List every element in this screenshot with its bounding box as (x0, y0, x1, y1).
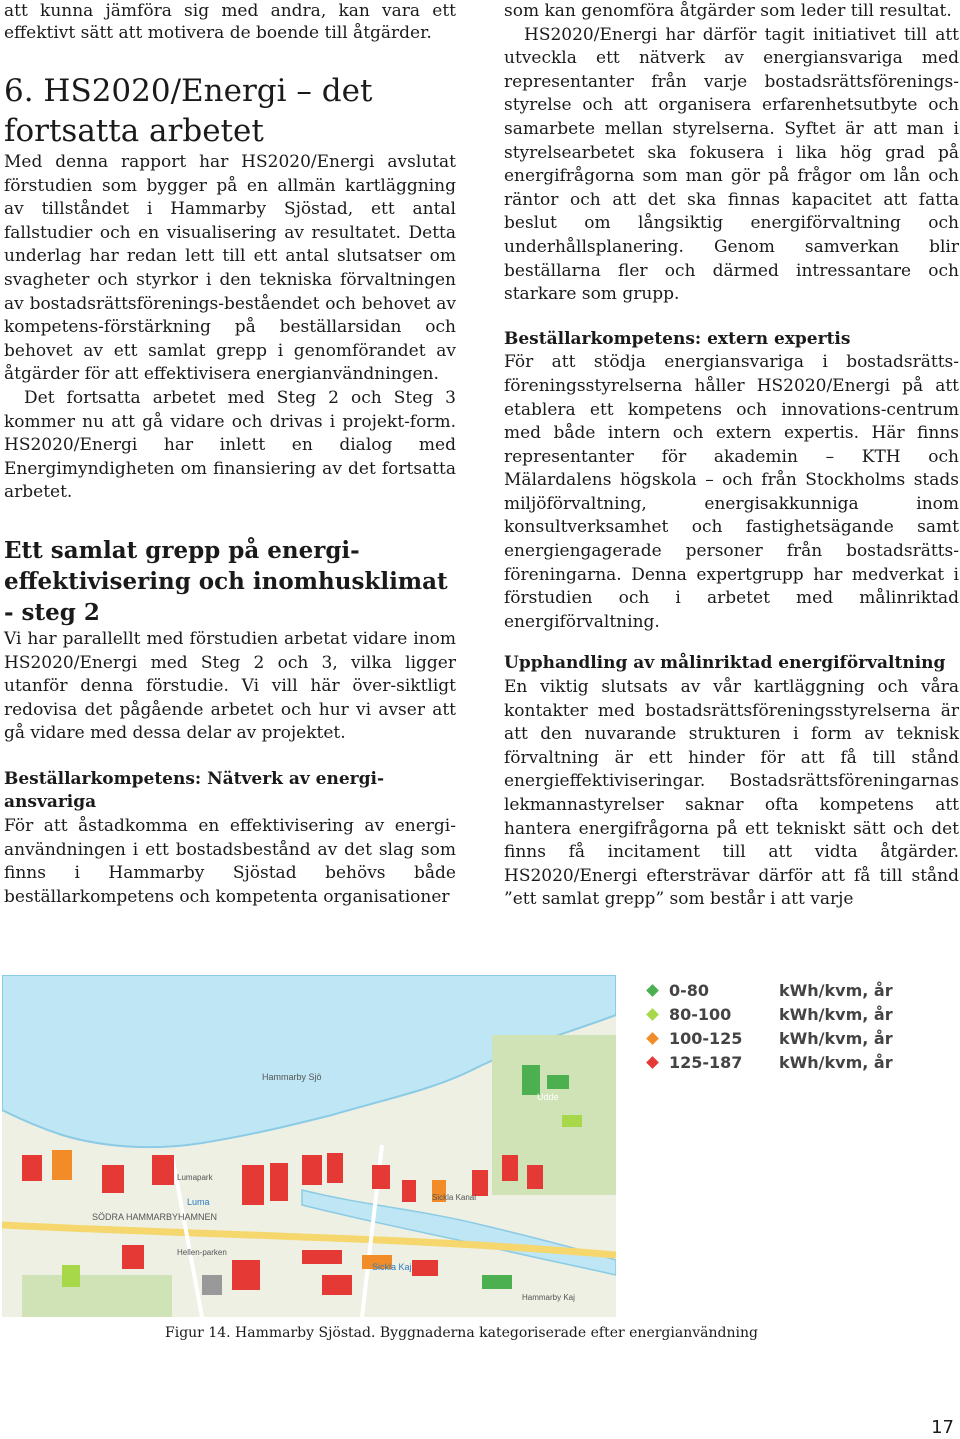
legend-row (640, 1026, 900, 1050)
section-heading: 6. HS2020/Energi – det fortsatta arbetet (4, 73, 373, 149)
legend-swatch (646, 984, 659, 997)
legend-range: 0-80 (669, 980, 710, 1000)
legend-range: 80-100 (669, 1004, 732, 1024)
intro-paragraph: att kunna jämföra sig med andra, kan vara ett effektivt sätt att motivera de boende till åtgärder. (4, 1, 456, 43)
legend-range: 100-125 (669, 1028, 743, 1048)
legend-unit: kWh/kvm, år (779, 1004, 893, 1024)
energy-map (2, 975, 616, 1317)
legend-row (640, 978, 900, 1002)
legend-swatch (646, 1032, 659, 1045)
park-area (22, 1275, 172, 1317)
legend-swatch (646, 1008, 659, 1021)
subheading: Beställarkompetens: Nätverk av energi-ansvariga (4, 768, 385, 813)
legend-row (640, 1002, 900, 1026)
legend-swatch (646, 1056, 659, 1069)
subheading: Upphandling av målinriktad energiförvaltning (504, 653, 946, 674)
paragraph: För att stödja energiansvariga i bostadsrätts-föreningsstyrelserna håller HS2020/Energi på att etablera ett kompetens och innovations-centrum med både intern och extern expertis. Här finns representanter för akademin – KTH och Mälardalens högskola – och från Stockholms stads miljöförvaltning, energisakkunniga inom konsultverksamhet och fastighetsägande samt energiengagerade personer från bostadsrätts-föreningarna. Denna expertgrupp har medverkat i förstudien och i arbetet med målinriktad energiförvaltning. (504, 352, 959, 632)
legend-range: 125-187 (669, 1052, 743, 1072)
map-label: Sickla Kaj (372, 1262, 412, 1272)
paragraph: Vi har parallellt med förstudien arbetat vidare inom HS2020/Energi med Steg 2 och 3, vilka ligger utanför denna förstudie. Vi vill här över-siktligt redovisa det pågående arbetet och hur vi avser att gå vidare med dessa delar av projektet. (4, 628, 456, 744)
paragraph: HS2020/Energi har därför tagit initiativet till att utveckla ett nätverk av energiansvariga med representanter från varje bostadsrättsförenings-styrelse och att organisera erfarenhetsutbyte och samarbete mellan styrelserna. Syftet är att man i styrelsearbetet ska fokusera i lika hög grad på energifrågorna som man gör på frågor om lån och räntor och att det ska finnas kapacitet att fatta beslut om långsiktig energiförvaltning och underhållsplanering. Genom samverkan blir beställarna fler och därmed intressantare och starkare som grupp. (504, 24, 959, 305)
map-label: Luma (187, 1197, 210, 1207)
paragraph: Med denna rapport har HS2020/Energi avslutat förstudien som bygger på en allmän kartläggning av tillståndet i Hammarby Sjöstad, ett antal fallstudier och en visualisering av resultatet. Detta underlag har redan lett till ett antal slutsatser om svagheter och styrkor i den tekniska förvaltningen av bostadsrättsförenings-beståendet och behovet av kompetens-förstärkning på beställarsidan och behovet av ett samlat grepp i genomförandet av åtgärder för att effektivisera energianvändningen. (4, 152, 456, 385)
legend-unit: kWh/kvm, år (779, 980, 893, 1000)
paragraph: Det fortsatta arbetet med Steg 2 och Steg 3 kommer nu att gå vidare och drivas i projekt-form. HS2020/Energi har inlett en dialog med Energimyndigheten om finansiering av det fortsatta arbetet. (4, 387, 456, 503)
map-label: Lumapark (177, 1173, 213, 1182)
figure-caption: Figur 14. Hammarby Sjöstad. Byggnaderna kategoriserade efter energianvändning (165, 1325, 758, 1341)
paragraph: En viktig slutsats av vår kartläggning och våra kontakter med bostadsrättsföreningsstyrelserna är att den nuvarande strukturen i form av teknisk förvaltning är ett hinder för att få till stånd energieffektiviseringar. Bostadsrättsföreningarnas lekmannastyrelser saknar ofta kompetens att hantera energifrågorna på ett tekniskt sätt och det finns få incitament till att vidta åtgärder. HS2020/Energi eftersträvar därför att få till stånd ”ett samlat grepp” som består i att varje (504, 677, 959, 910)
subheading: Beställarkompetens: extern expertis (504, 328, 851, 349)
paragraph: För att åstadkomma en effektivisering av energi-användningen i ett bostadsbestånd av det slag som finns i Hammarby Sjöstad behövs både beställarkompetens och kompetenta organisationer (4, 816, 456, 907)
subsection-heading: Ett samlat grepp på energi-effektivisering och inomhusklimat - steg 2 (4, 536, 448, 626)
legend-row (640, 1050, 900, 1074)
map-label: Hellen-parken (177, 1248, 227, 1257)
map-legend (640, 978, 900, 1074)
legend-unit: kWh/kvm, år (779, 1052, 893, 1072)
map-label: Hammarby Kaj (522, 1293, 575, 1302)
map-label: Hammarby Sjö (262, 1072, 322, 1082)
map-label: Udde (537, 1092, 559, 1102)
left-column (4, 0, 456, 909)
page-number: 17 (931, 1417, 954, 1438)
legend-unit: kWh/kvm, år (779, 1028, 893, 1048)
map-label: Sickla Kanal (432, 1193, 477, 1202)
paragraph: som kan genomföra åtgärder som leder till resultat. (504, 1, 952, 21)
map-label: SÖDRA HAMMARBYHAMNEN (92, 1212, 218, 1222)
right-column (504, 0, 959, 912)
